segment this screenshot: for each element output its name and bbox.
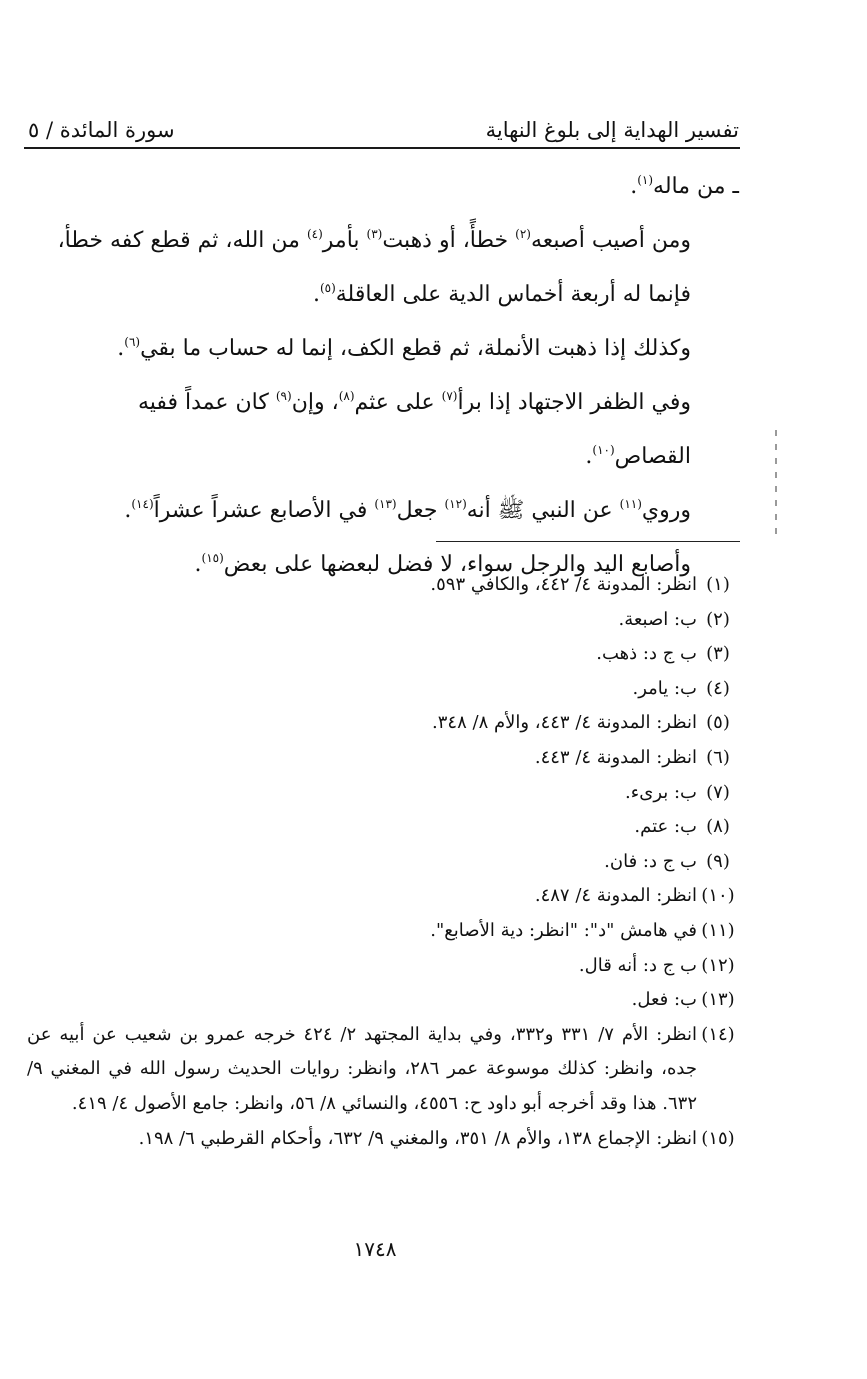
footnote-number: (٧) <box>706 781 730 803</box>
footnote-number: (٤) <box>706 677 730 699</box>
surah-label: سورة المائدة / ٥ <box>28 118 175 142</box>
footnote-ref: (١٣) <box>374 497 397 511</box>
page-number: ١٧٤٨ <box>353 1237 397 1261</box>
footnote-text: انظر: الإجماع ١٣٨، والأم ٨/ ٣٥١، والمغني ٩/ ٦٣٢، وأحكام القرطبي ٦/ ١٩٨. <box>138 1127 697 1149</box>
footnote-text: في هامش "د": "انظر: دية الأصابع". <box>430 919 697 941</box>
footnote-ref: (٢) <box>515 227 531 241</box>
footnote-ref: (٨) <box>338 389 355 403</box>
footnote-item <box>27 879 739 914</box>
footnote-number: (١٢) <box>701 954 735 976</box>
paragraph-5: وروي$^{(١١)}$ عن النبي ﷺ أنه$^{(١٢)}$ جعل$^{(١٣)}$ في الأصابع عشراً عشراً$^{(١٤)}$. <box>124 497 691 523</box>
footnote-item <box>27 845 739 880</box>
footnote-text: ب: برىء. <box>625 781 697 803</box>
footnote-number: (٥) <box>706 712 730 734</box>
footnotes <box>27 568 739 1156</box>
footnote-text: ب ج د: ذهب. <box>596 643 697 665</box>
footnote-number: (١٣) <box>701 989 735 1011</box>
footnote-item <box>27 949 739 984</box>
paragraph-2: ومن أصيب أصبعه$^{(٢)}$ خطأً، أو ذهبت$^{(٣)}$ بأمر$^{(٤)}$ من الله، ثم قطع كفه خطأ، فإنما له أربعة أخماس الدية على العاقلة$^{(٥)}$. <box>57 227 691 307</box>
footnote-item <box>27 983 739 1018</box>
footnote-ref: (١١) <box>619 497 642 511</box>
footnote-ref: (٧) <box>441 389 458 403</box>
footnote-item <box>27 603 739 638</box>
footnote-number: (٣) <box>706 643 730 665</box>
paragraph-6: وأصابع اليد والرجل سواء، لا فضل لبعضها على بعض$^{(١٥)}$. <box>194 551 691 577</box>
footnote-number: (١٤) <box>701 1023 735 1045</box>
footnote-item <box>27 637 739 672</box>
footnote-number: (٩) <box>706 850 730 872</box>
footnote-item <box>27 741 739 776</box>
main-text <box>27 160 739 592</box>
footnote-item <box>27 706 739 741</box>
footnote-number: (١) <box>706 574 730 595</box>
footnote-ref: (١٢) <box>444 497 467 511</box>
header-rule <box>24 147 740 149</box>
footnote-item <box>27 810 739 845</box>
footnote-ref: (٣) <box>366 227 383 241</box>
footnote-item <box>27 1018 739 1122</box>
footnote-text: ب ج د: فان. <box>604 850 697 872</box>
footnote-number: (٦) <box>706 746 730 768</box>
footnote-item <box>27 1122 739 1157</box>
footnote-number: (٢) <box>706 608 730 630</box>
footnote-text: ب: اصبعة. <box>618 608 697 630</box>
footnote-item <box>27 672 739 707</box>
footnote-item <box>27 776 739 811</box>
footnote-text: انظر: الأم ٧/ ٣٣١ و٣٣٢، وفي بداية المجتهد ٢/ ٤٢٤ خرجه عمرو بن شعيب عن أبيه عن جده، وانظر: كذلك موسوعة عمر ٢٨٦، وانظر: روايات الحديث رسول الله في المغني ٩/ ٦٣٢. هذا وقد أخرجه أبو داود ح: ٤٥٥٦، والنسائي ٨/ ٥٦، وانظر: جامع الأصول ٤/ ٤١٩. <box>27 1023 697 1114</box>
footnote-ref: (١٤) <box>131 497 154 511</box>
footnote-ref: (٤) <box>306 227 323 241</box>
footnote-number: (١٥) <box>701 1127 735 1149</box>
footnote-text: ب: يامر. <box>632 677 697 699</box>
paragraph-4: وفي الظفر الاجتهاد إذا برأ$^{(٧)}$ على عثم$^{(٨)}$، وإن$^{(٩)}$ كان عمداً ففيه القصاص$^{(١٠)}$. <box>137 389 691 469</box>
book-title: تفسير الهداية إلى بلوغ النهاية <box>485 118 739 142</box>
footnote-ref: (٩) <box>275 389 292 403</box>
footnote-text: انظر: المدونة ٤/ ٤٤٣، والأم ٨/ ٣٤٨. <box>432 712 697 734</box>
scan-margin-mark <box>775 430 777 542</box>
footnote-item <box>27 914 739 949</box>
footnote-ref: (١٥) <box>201 551 224 565</box>
paragraph-1: ـ من ماله$^{(١)}$. <box>630 173 739 199</box>
footnote-separator <box>436 541 740 542</box>
footnote-text: انظر: المدونة ٤/ ٤٨٧. <box>534 885 697 907</box>
footnote-number: (٨) <box>706 816 730 838</box>
footnote-ref: (١) <box>637 173 654 187</box>
footnote-text: ب ج د: أنه قال. <box>578 954 697 976</box>
footnote-number: (١٠) <box>701 885 735 907</box>
running-header <box>28 108 739 142</box>
footnote-ref: (١٠) <box>592 443 615 457</box>
footnote-text: انظر: المدونة ٤/ ٤٤٢، والكافي ٥٩٣. <box>430 574 697 595</box>
footnote-item <box>27 568 739 603</box>
footnote-text: ب: عتم. <box>634 816 697 838</box>
footnote-ref: (٦) <box>124 335 141 349</box>
footnote-text: انظر: المدونة ٤/ ٤٤٣. <box>534 746 697 768</box>
footnote-ref: (٥) <box>319 281 336 295</box>
paragraph-3: وكذلك إذا ذهبت الأنملة، ثم قطع الكف، إنما له حساب ما بقي$^{(٦)}$. <box>117 335 691 361</box>
footnote-number: (١١) <box>701 919 735 941</box>
footnote-text: ب: فعل. <box>631 989 697 1011</box>
